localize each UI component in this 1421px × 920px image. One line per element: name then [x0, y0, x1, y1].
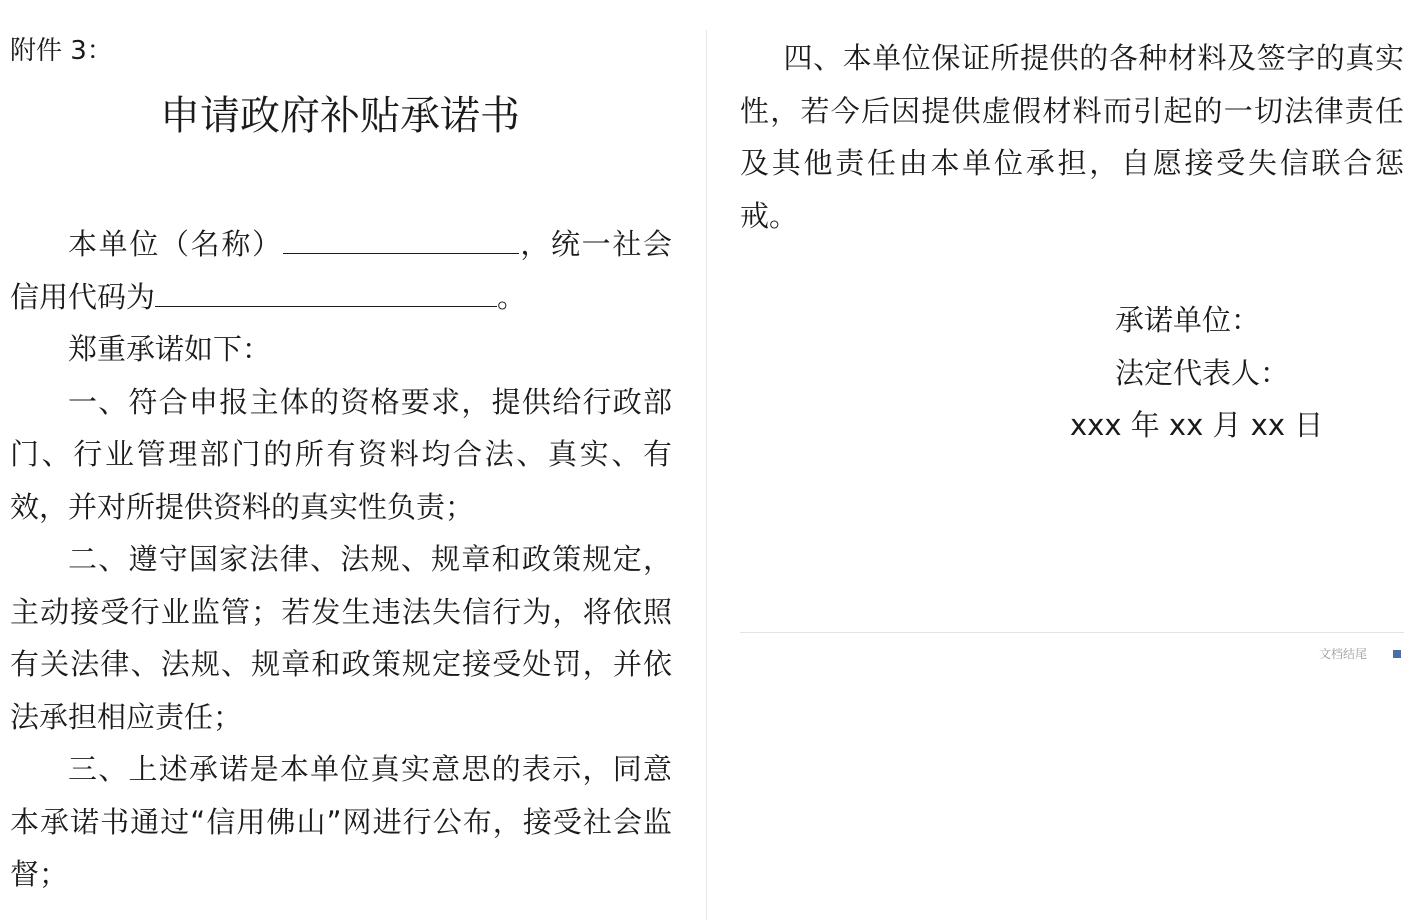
intro-text-part1: 本单位（名称） [68, 227, 283, 261]
date-line: xxx 年 xx 月 xx 日 [1070, 408, 1324, 442]
legal-rep-label: 法定代表人： [1115, 355, 1290, 390]
attachment-label: 附件 3： [10, 36, 113, 66]
document-end-marker: 文档结尾 [1319, 647, 1368, 661]
commitment-item-4: 四、本单位保证所提供的各种材料及签字的真实性，若今后因提供虚假材料而引起的一切法律责任及其他责任由本单位承担，自愿接受失信联合惩戒。 [740, 41, 1404, 233]
commitment-continued [740, 32, 1404, 242]
intro-text-part2: ，统一社会信用代码为 [10, 227, 672, 314]
end-marker-square-icon [1393, 650, 1401, 658]
left-page [0, 0, 706, 920]
intro-paragraph [10, 218, 672, 323]
solemn-commitment-line: 郑重承诺如下： [68, 332, 272, 366]
commitment-item-3: 三、上述承诺是本单位真实意思的表示，同意本承诺书通过“信用佛山”网进行公布，接受社会监督； [10, 752, 672, 891]
credit-code-blank-line [155, 277, 497, 307]
commitment-item-1: 一、符合申报主体的资格要求，提供给行政部门、行业管理部门的所有资料均合法、真实、有效，并对所提供资料的真实性负责； [10, 384, 672, 524]
right-page [707, 0, 1421, 920]
commitment-item-2: 二、遵守国家法律、法规、规章和政策规定，主动接受行业监管；若发生违法失信行为，将依照有关法律、法规、规章和政策规定接受处罚，并依法承担相应责任； [10, 542, 672, 734]
signature-block [1037, 294, 1337, 452]
document-title: 申请政府补贴承诺书 [160, 93, 520, 139]
document-end-rule [740, 632, 1404, 633]
name-blank-line [283, 224, 519, 254]
intro-text-end: 。 [497, 279, 527, 314]
commitment-body [10, 218, 672, 901]
signatory-label: 承诺单位： [1115, 303, 1261, 337]
